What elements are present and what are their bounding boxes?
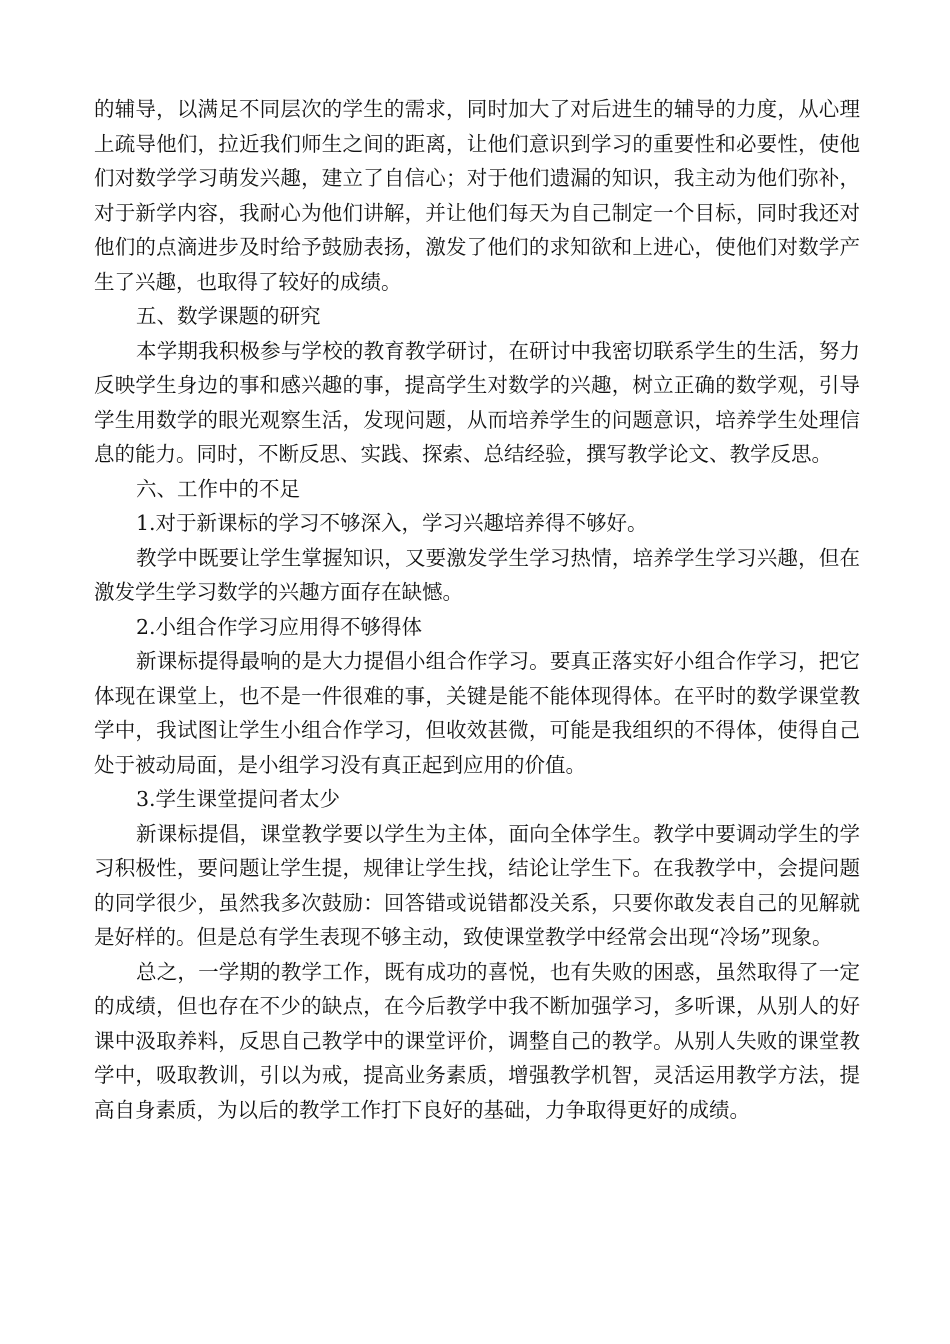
section-heading-research: 五、数学课题的研究 xyxy=(136,304,321,328)
paragraph-summary: 总之，一学期的教学工作，既有成功的喜悦，也有失败的困惑，虽然取得了一定的成绩，但也存在不少的缺点，在今后教学中我不断加强学习，多听课，从别人的好课中汲取养料，反思自己教学中的课堂评价，调整自己的教学。从别人失败的课堂教学中，吸取教训，引以为戒，提高业务素质，增强教学机智，灵活运用教学方法，提高自身素质，为以后的教学工作打下良好的基础，力争取得更好的成绩。 xyxy=(94,959,860,1122)
document-page xyxy=(94,92,860,1127)
subheading-3: 3.学生课堂提问者太少 xyxy=(136,787,341,811)
paragraph-research: 本学期我积极参与学校的教育教学研讨，在研讨中我密切联系学生的生活，努力反映学生身边的事和感兴趣的事，提高学生对数学的兴趣，树立正确的数学观，引导学生用数学的眼光观察生活，发现问题，从而培养学生的问题意识，培养学生处理信息的能力。同时，不断反思、实践、探索、总结经验，撰写教学论文、教学反思。 xyxy=(94,338,860,466)
paragraph-continuation-tutoring: 的辅导，以满足不同层次的学生的需求，同时加大了对后进生的辅导的力度，从心理上疏导他们，拉近我们师生之间的距离，让他们意识到学习的重要性和必要性，使他们对数学学习萌发兴趣，建立了自信心；对于他们遗漏的知识，我主动为他们弥补，对于新学内容，我耐心为他们讲解，并让他们每天为自己制定一个目标，同时我还对他们的点滴进步及时给予鼓励表扬，激发了他们的求知欲和上进心，使他们对数学产生了兴趣，也取得了较好的成绩。 xyxy=(94,97,860,294)
paragraph-1: 教学中既要让学生掌握知识，又要激发学生学习热情，培养学生学习兴趣，但在激发学生学习数学的兴趣方面存在缺憾。 xyxy=(94,545,860,604)
subheading-1: 1.对于新课标的学习不够深入，学习兴趣培养得不够好。 xyxy=(136,511,648,535)
subheading-2: 2.小组合作学习应用得不够得体 xyxy=(136,614,423,639)
section-heading-shortcomings: 六、工作中的不足 xyxy=(136,476,300,501)
paragraph-2: 新课标提得最响的是大力提倡小组合作学习。要真正落实好小组合作学习，把它体现在课堂上，也不是一件很难的事，关键是能不能体现得体。在平时的数学课堂教学中，我试图让学生小组合作学习，但收效甚微，可能是我组织的不得体，使得自己处于被动局面，是小组学习没有真正起到应用的价值。 xyxy=(94,649,860,777)
paragraph-3: 新课标提倡，课堂教学要以学生为主体，面向全体学生。教学中要调动学生的学习积极性，要问题让学生提，规律让学生找，结论让学生下。在我教学中，会提问题的同学很少，虽然我多次鼓励：回答错或说错都没关系，只要你敢发表自己的见解就是好样的。但是总有学生表现不够主动，致使课堂教学中经常会出现“冷场”现象。 xyxy=(94,821,860,949)
